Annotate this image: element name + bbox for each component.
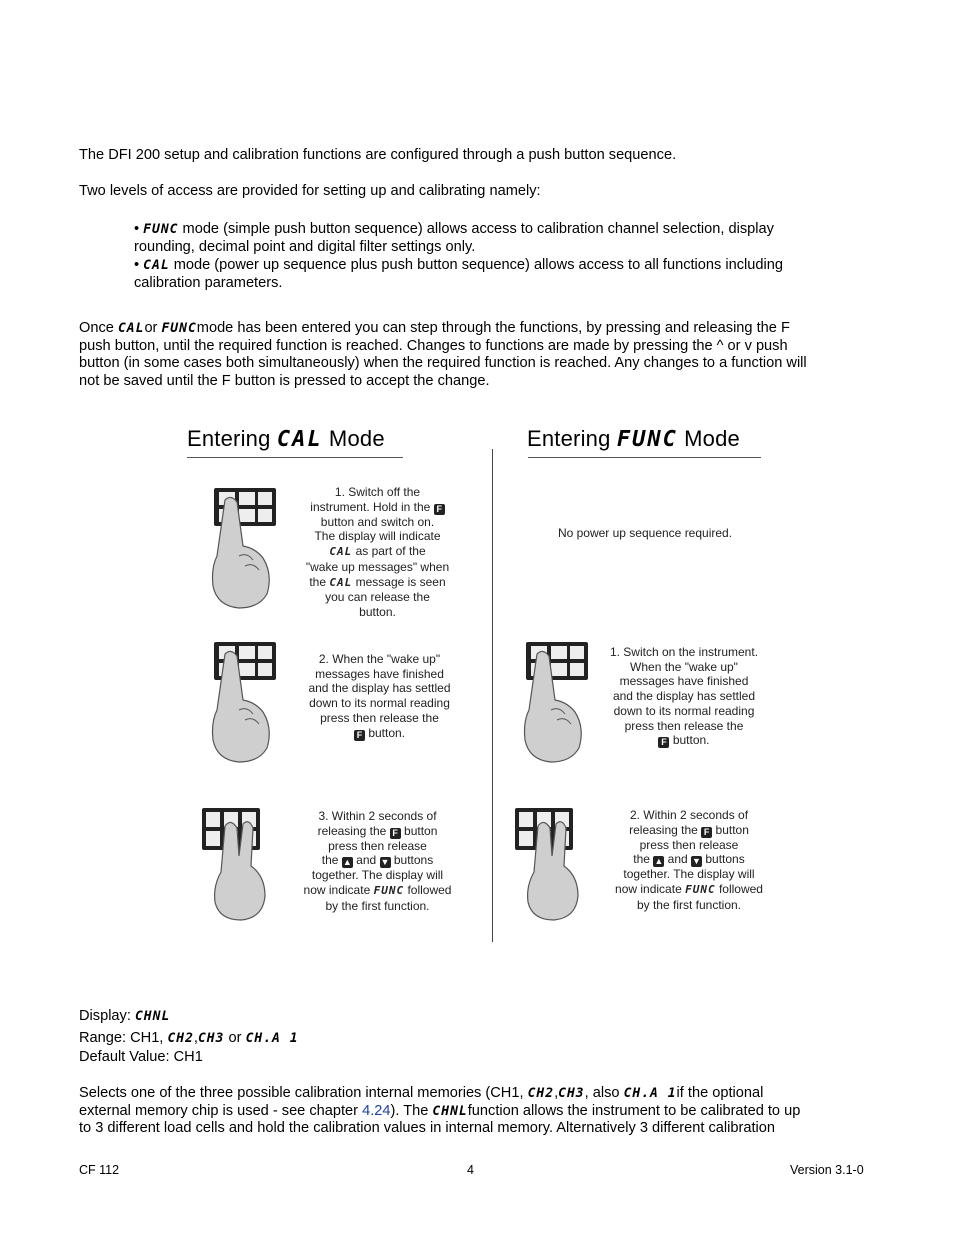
ch3-code: CH3 [558, 1086, 585, 1101]
caption-line: 1. Switch off the [334, 485, 421, 499]
cha1-code: CH.A 1 [623, 1086, 677, 1101]
caption-line: 1. Switch on the instrument. [609, 645, 759, 659]
func-mode-title [527, 426, 740, 452]
cal-step-3-caption [290, 809, 465, 914]
down-arrow-icon: ▼ [380, 857, 390, 868]
once-rest: mode has been entered you can step through the functions, by pressing and releasing the F [196, 320, 790, 336]
chnl-code: CHNL [432, 1103, 468, 1119]
caption-line: 2. When the "wake up" [318, 652, 441, 666]
once-line-4: not be saved until the F button is pressed to accept the change. [79, 372, 490, 389]
footer-version: Version 3.1-0 [790, 1163, 864, 1177]
func-code: FUNC [616, 427, 678, 452]
caption-text: as part of the [355, 544, 426, 559]
bullet-text-cont: rounding, decimal point and digital filter settings only. [134, 238, 476, 255]
caption-text: button [404, 823, 438, 838]
caption-line: messages have finished [315, 666, 444, 681]
default-value: Default Value: CH1 [79, 1049, 203, 1065]
intro-line-2: Two levels of access are provided for setting up and calibrating namely: [79, 183, 541, 199]
title-pre: Entering [187, 426, 271, 451]
caption-line: press then release the [320, 710, 439, 725]
footer-doc-id: CF 112 [79, 1163, 120, 1177]
desc-text: external memory chip is used - see chapter [79, 1102, 359, 1119]
func-code: FUNC [685, 883, 716, 897]
intro-line-1: The DFI 200 setup and calibration functions are configured through a push button sequence. [79, 147, 677, 163]
cal-code: CAL [143, 258, 170, 273]
caption-line: 3. Within 2 seconds of [318, 809, 437, 823]
down-arrow-icon: ▼ [692, 856, 701, 867]
caption-line: press then release [639, 837, 739, 852]
caption-line: The display will indicate [314, 529, 441, 544]
desc-text: if the optional [676, 1085, 764, 1101]
no-power-up-caption: No power up sequence required. [557, 526, 733, 540]
caption-line: messages have finished [619, 674, 749, 689]
caption-line: press then release [328, 838, 427, 853]
cha1-code: CH.A 1 [245, 1031, 299, 1046]
caption-line: "wake up messages" when [305, 559, 450, 574]
caption-text: now indicate [615, 882, 682, 897]
caption-line: by the first function. [636, 897, 742, 912]
range-line: Range: CH1, CH2,CH3 or CH.A 1 [79, 1030, 299, 1046]
caption-line [598, 733, 770, 748]
caption-text: message is seen [355, 574, 446, 589]
caption-text: releasing the [317, 823, 387, 838]
caption-text: button. [672, 733, 710, 748]
caption-text: and [356, 853, 377, 868]
hand-keypad-illustration [199, 806, 279, 922]
cal-code: CAL [329, 545, 353, 559]
hand-keypad-illustration [203, 640, 283, 764]
caption-text: releasing the [629, 822, 698, 837]
once-line-2: push button, until the required function is reached. Changes to functions are made by pressing the ^ or v push [79, 337, 788, 354]
bullet-mark: • [134, 221, 140, 237]
caption-line: down to its normal reading [309, 696, 450, 711]
desc-text: to 3 different load cells and hold the calibration values in internal memory. Alternatively 3 different calibration [79, 1120, 776, 1136]
caption-line: by the first function. [325, 898, 430, 913]
cal-code: CAL [329, 575, 353, 589]
caption-text: the [633, 852, 650, 867]
f-key-icon: F [658, 737, 669, 748]
cal-mode-title [187, 426, 385, 452]
hand-keypad-illustration [512, 806, 592, 922]
bullet-mark: • [134, 257, 140, 273]
bullet-text: mode (power up sequence plus push button sequence) allows access to all functions including [173, 257, 783, 273]
or-word: or [228, 1030, 242, 1046]
caption-line: When the "wake up" [630, 659, 738, 674]
ch2-code: CH2 [167, 1031, 194, 1046]
caption-text: button [715, 822, 749, 837]
chnl-code: CHNL [134, 1009, 171, 1024]
caption-text: buttons [393, 853, 434, 868]
func-code: FUNC [373, 884, 405, 898]
hand-keypad-illustration [515, 640, 595, 764]
title-underline [187, 457, 403, 458]
once-word: Once [79, 320, 114, 336]
bullet-func [134, 221, 894, 256]
title-pre: Entering [527, 426, 611, 451]
caption-text: buttons [705, 852, 745, 867]
caption-line: down to its normal reading [613, 703, 755, 718]
column-divider [492, 449, 493, 942]
caption-line [292, 726, 467, 741]
f-key-icon: F [354, 730, 365, 741]
ch2-code: CH2 [527, 1086, 555, 1101]
caption-line [290, 883, 465, 899]
cal-step-2-caption [292, 652, 467, 741]
caption-line [603, 882, 775, 898]
display-line [79, 1008, 170, 1026]
display-label: Display: [79, 1008, 131, 1024]
title-post: Mode [328, 426, 385, 451]
page-number: 4 [467, 1163, 474, 1177]
bullet-text-cont: calibration parameters. [134, 274, 283, 291]
caption-line: press then release the [624, 718, 744, 733]
up-arrow-icon: ▲ [342, 857, 352, 868]
caption-line: button. [359, 604, 396, 619]
caption-text: and [667, 852, 688, 867]
caption-line [290, 824, 465, 839]
caption-line: 2. Within 2 seconds of [629, 808, 749, 822]
up-arrow-icon: ▲ [654, 856, 664, 867]
caption-line: together. The display will [623, 867, 755, 882]
or-word: or [144, 320, 158, 336]
title-post: Mode [684, 426, 740, 451]
bullet-cal [134, 257, 894, 292]
hand-keypad-illustration [203, 486, 283, 610]
caption-line [603, 823, 775, 838]
desc-text: function allows the instrument to be calibrated to up [467, 1102, 801, 1119]
desc-text: Selects one of the three possible calibration internal memories (CH1, [79, 1085, 524, 1101]
caption-text: button. [368, 725, 406, 740]
cal-step-1-caption [290, 485, 465, 620]
caption-line [290, 853, 465, 868]
func-step-2-caption [603, 808, 775, 913]
func-code: FUNC [143, 222, 179, 237]
once-paragraph [79, 320, 879, 390]
title-underline [528, 457, 761, 458]
caption-line: you can release the [325, 590, 430, 605]
caption-text: the [321, 853, 339, 868]
chnl-description: Selects one of the three possible calibration internal memories (CH1, CH2,CH3, also CH.A 1if the optional external memory chip is used - see chapter 4.24). The CHNLfunction allows the instrument to be calibrated to up to 3 different load cells and hold the calibration values in internal memory. Alternatively 3 different calibration [79, 1085, 801, 1136]
range-label: Range: CH1, [79, 1030, 164, 1046]
caption-line [290, 575, 465, 591]
cal-code: CAL [276, 427, 323, 452]
caption-text: the [309, 574, 327, 589]
caption-line: together. The display will [311, 868, 444, 883]
ch3-code: CH3 [197, 1031, 225, 1046]
desc-text: ). The [390, 1102, 429, 1119]
caption-text: followed [718, 882, 763, 897]
bullet-text: mode (simple push button sequence) allows access to calibration channel selection, display [182, 221, 774, 237]
cal-code: CAL [117, 321, 145, 336]
desc-text: , also [584, 1085, 620, 1101]
chapter-link[interactable]: 4.24 [362, 1102, 391, 1119]
once-line-3: button (in some cases both simultaneously) when the required function is reached. Any changes to a function will [79, 355, 807, 371]
caption-line: and the display has settled [612, 689, 756, 704]
func-code: FUNC [161, 321, 197, 336]
caption-line: and the display has settled [308, 681, 451, 696]
caption-text: now indicate [303, 883, 371, 898]
caption-line [290, 544, 465, 560]
caption-line: button and switch on. [320, 514, 435, 529]
caption-line [603, 852, 775, 867]
f-key-icon: F [701, 827, 712, 838]
caption-text: followed [407, 883, 452, 898]
f-key-icon: F [390, 828, 401, 839]
f-key-icon: F [434, 504, 445, 515]
func-step-1-caption [598, 645, 770, 748]
caption-line: instrument. Hold in the [310, 499, 431, 514]
